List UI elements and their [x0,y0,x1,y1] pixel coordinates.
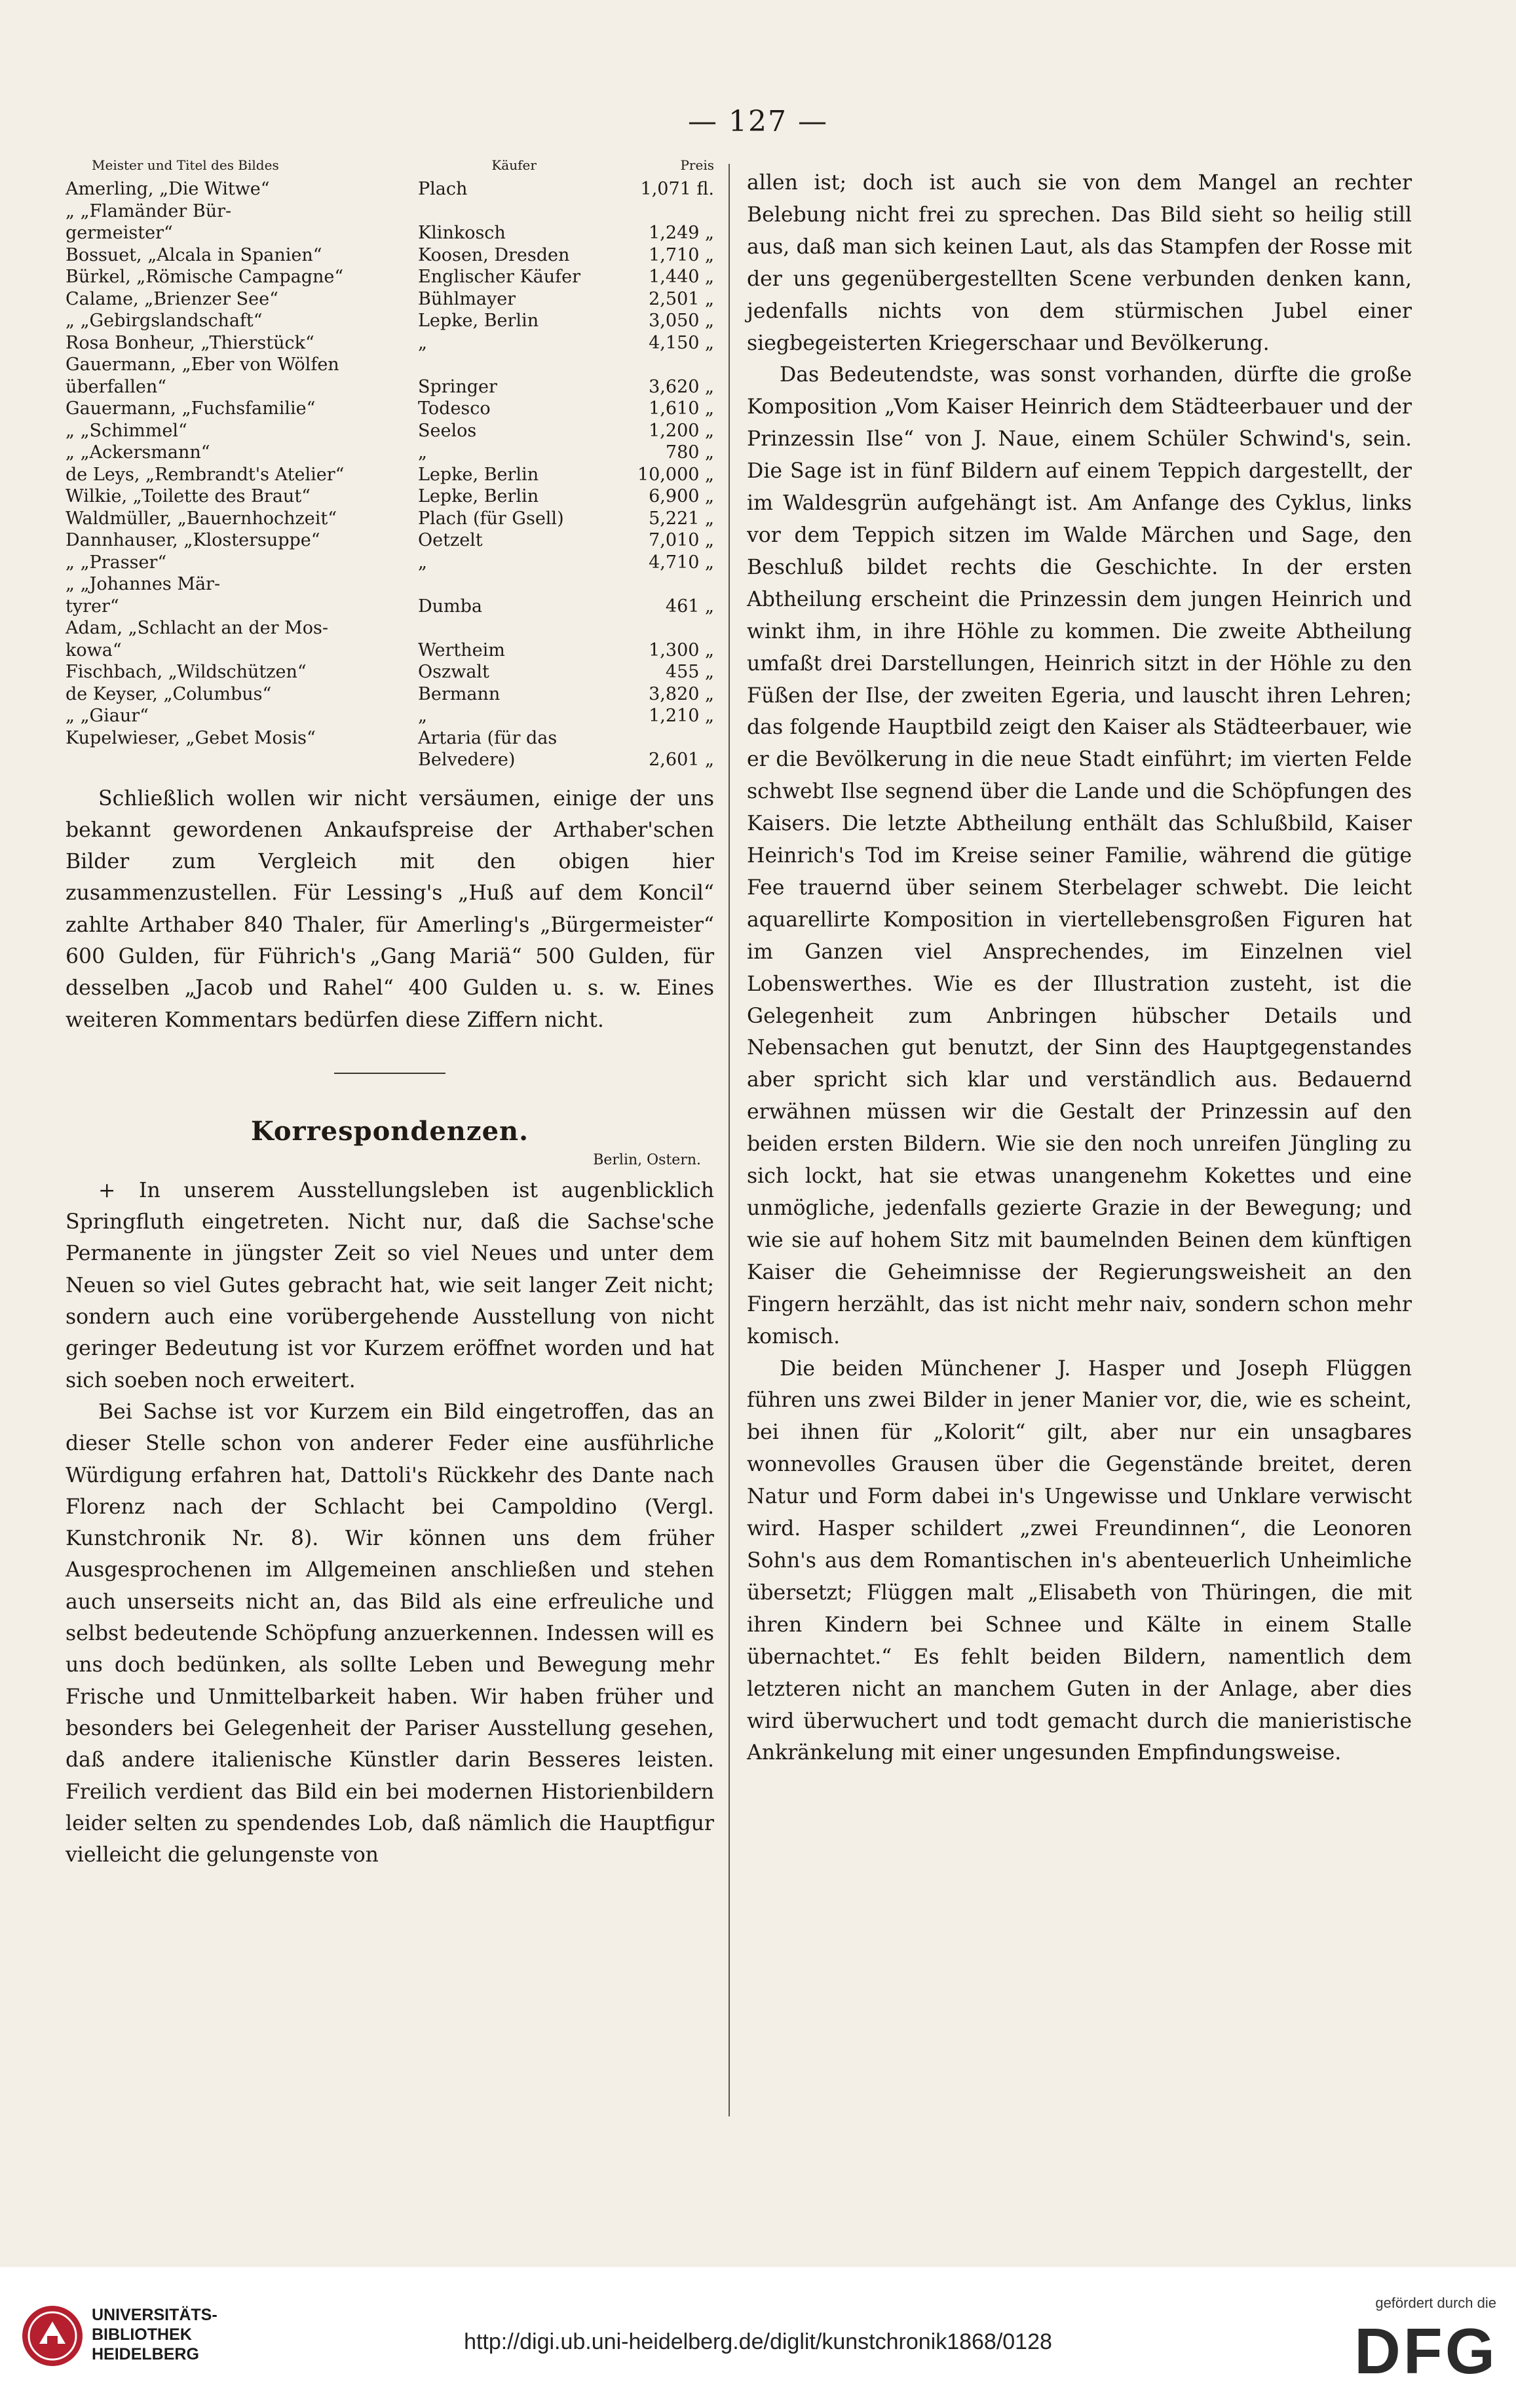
work-cell: „ „Flamänder Bür- [66,201,232,221]
work-cell: tyrer“ [66,596,119,617]
buyer-cell: Oszwalt [418,662,489,682]
price-cell: 1,300 „ [649,640,714,660]
work-cell: de Keyser, „Columbus“ [66,683,272,704]
table-row [66,442,714,464]
paragraph: Die beiden Münchener J. Hasper und Joseph Flüggen führen uns zwei Bilder in jener Manier vor, die, wie es scheint, bei ihnen für „Kolorit“ gilt, aber nur ein unsagbares wonnevolles Grausen über die Gegenstände breitet, deren Natur und Form dabei in's Ungewisse und Unklare verwischt wird. Hasper schildert „zwei Freundinnen“, die Leonoren Sohn's aus dem Romantischen in's abenteuerlich Unheimliche übersetzt; Flüggen malt „Elisabeth von Thüringen, die mit ihren Kindern bei Schnee und Kälte in einem Stalle übernachtet.“ Es fehlt beiden Bildern, namentlich dem letzteren nicht an manchem Guten in der Anlage, aber dies wird überwuchert und todt gemacht durch die manieristische Ankränkelung mit einer ungesunden Empfindungsweise. [747,1356,1412,1765]
buyer-cell: Englischer Käufer [418,267,581,287]
work-cell: Bossuet, „Alcala in Spanien“ [66,244,322,265]
left-text-block-2 [66,1175,714,1871]
work-cell: Waldmüller, „Bauernhochzeit“ [66,508,337,529]
price-cell: 7,010 „ [649,530,714,550]
work-cell: Fischbach, „Wildschützen“ [66,662,307,682]
work-cell: überfallen“ [66,376,167,397]
funded-by-label: gefördert durch die [1375,2295,1496,2311]
price-cell: 3,820 „ [649,683,714,704]
source-url-link[interactable]: http://digi.ub.uni-heidelberg.de/diglit/kunstchronik1868/0128 [464,2329,1052,2354]
work-cell: Bürkel, „Römische Campagne“ [66,267,344,287]
buyer-cell: Plach (für Gsell) [418,508,564,529]
work-cell: „ „Schimmel“ [66,420,187,441]
buyer-cell: Artaria (für das [418,727,558,748]
table-row [66,178,714,201]
price-cell: 4,150 „ [649,332,714,353]
buyer-cell: Wertheim [418,640,505,660]
buyer-cell: Todesco [418,398,491,419]
buyer-cell: „ [418,442,427,463]
buyer-cell: Klinkosch [418,223,506,243]
work-cell: Wilkie, „Toilette des Braut“ [66,486,311,506]
table-row [66,661,714,683]
buyer-cell: Plach [418,179,468,199]
price-cell: 1,710 „ [649,244,714,265]
work-cell: Dannhauser, „Klostersuppe“ [66,530,320,550]
table-row [66,727,714,750]
dfg-logo: DFG [1354,2315,1498,2387]
paragraph: allen ist; doch ist auch sie von dem Mangel an rechter Belebung nicht frei zu sprechen. Das Bild sieht so heilig still aus, daß man sich keinen Laut, als das Stampfen der Rosse mit der uns gegenübergestellten Scene verbunden denken kann, jedenfalls nichts von dem stürmischen Jubel einer siegbegeisterten Kriegerschaar und Bevölkerung. [747,171,1412,355]
table-row [66,310,714,332]
price-cell [616,617,714,640]
price-cell: 2,501 „ [649,288,714,309]
price-cell: 1,071 fl. [640,179,714,199]
work-cell: „ „Gebirgslandschaft“ [66,311,263,331]
work-cell: „ „Ackersmann“ [66,442,210,463]
left-column [66,157,714,1871]
price-cell: 1,200 „ [649,420,714,441]
table-row [66,398,714,420]
work-cell: Kupelwieser, „Gebet Mosis“ [66,727,316,748]
price-cell: 1,610 „ [649,398,714,419]
university-name-line: BIBLIOTHEK [92,2325,192,2344]
table-row [66,288,714,311]
price-cell: 5,221 „ [649,508,714,529]
buyer-cell: Seelos [418,420,477,441]
page-number: — 127 — [688,105,828,138]
buyer-cell: „ [418,332,427,353]
price-cell: 6,900 „ [649,486,714,506]
table-row [66,529,714,552]
price-cell: 3,050 „ [649,311,714,331]
paragraph: Das Bedeutendste, was sonst vorhanden, dürfte die große Komposition „Vom Kaiser Heinrich dem Städteerbauer und der Prinzessin Ilse“ von J. Naue, einem Schüler Schwind's, sein. Die Sage ist in fünf Bildern auf einem Teppich dargestellt, der im Waldesgrün aufgehängt ist. Am Anfange des Cyklus, links vor dem Teppich sitzen im Walde Märchen und Sage, den Beschluß bildet rechts die Geschichte. In der ersten Abtheilung erscheint die Prinzessin dem jungen Heinrich und winkt ihm, in ihre Höhle zu kommen. Die zweite Abtheilung umfaßt drei Darstellungen, Heinrich sitzt in der Höhle zu den Füßen der Ilse, der zweiten Egeria, und lauscht ihren Lehren; das folgende Hauptbild zeigt den Kaiser als Städteerbauer, wie er die Bevölkerung in die neue Stadt einführt; im vierten Felde schwebt Ilse segnend über die Lande und die Schöpfungen des Kaisers. Die letzte Abtheilung enthält das Schlußbild, Kaiser Heinrich's Tod im Kreise seiner Familie, während die gütige Fee trauernd über seinem Sterbelager schwebt. Die leicht aquarellirte Komposition in viertellebensgroßen Figuren hat im Ganzen viel Ansprechendes, im Einzelnen viel Lobenswerthes. Wie es der Illustration zusteht, ist die Gelegenheit zum Anbringen hübscher Details und Nebensachen gut benutzt, der Sinn des Hauptgegenstandes aber spricht sich klar und verständlich aus. Bedauernd erwähnen müssen wir die Gestalt der Prinzessin auf den beiden ersten Bildern. Wie sie den noch unreifen Jüngling zu sich lockt, hat sie etwas unangenehm Kokettes und eine unmögliche, jedenfalls gezierte Grazie in der Bewegung; und wie sie auf hohem Sitz mit baumelnden Beinen dem künftigen Kaiser die Geheimnisse der Regierungsweisheit an den Fingern herzählt, das ist nicht mehr naiv, sondern schon mehr komisch. [747,363,1412,1348]
work-cell: germeister“ [66,223,173,243]
table-row [66,617,714,640]
price-cell: 10,000 „ [637,464,714,485]
buyer-cell: Bühlmayer [418,288,516,309]
left-text-block-1 [66,783,714,1036]
buyer-cell: Oetzelt [418,530,483,550]
price-cell: 4,710 „ [649,552,714,573]
buyer-cell: Lepke, Berlin [418,486,539,506]
buyer-cell: Springer [418,376,497,397]
sales-table [66,178,714,771]
buyer-cell: Koosen, Dresden [418,244,570,265]
buyer-cell: Lepke, Berlin [418,464,539,485]
header-price: Preis [680,157,714,173]
footer-bar [0,2267,1516,2408]
right-text-block [747,167,1412,1769]
price-cell: 1,440 „ [649,267,714,287]
work-cell: Gauermann, „Eber von Wölfen [66,354,339,375]
paragraph: + In unserem Ausstellungsleben ist augenblicklich Springfluth eingetreten. Nicht nur, daß die Sachse'sche Permanente in jüngster Zeit so viel Neues und unter dem Neuen so viel Gutes gebracht hat, wie seit langer Zeit nicht; sondern auch eine vorübergehende Ausstellung von nicht geringer Bedeutung ist vor Kurzem eröffnet worden und hat sich soeben noch erweitert. [66,1178,714,1392]
buyer-cell: Lepke, Berlin [418,311,539,331]
work-cell [66,749,393,771]
price-cell: 3,620 „ [649,376,714,397]
work-cell: de Leys, „Rembrandt's Atelier“ [66,464,345,485]
university-name-line: UNIVERSITÄTS- [92,2306,218,2324]
price-cell: 455 „ [665,662,714,682]
work-cell: Calame, „Brienzer See“ [66,288,278,309]
price-cell: 461 „ [665,596,714,617]
buyer-cell [393,573,616,596]
work-cell: kowa“ [66,640,122,660]
table-row [66,573,714,596]
work-cell: Gauermann, „Fuchsfamilie“ [66,398,316,419]
table-row [66,552,714,574]
table-row [66,640,714,662]
work-cell: „ „Johannes Mär- [66,574,221,594]
price-cell [616,354,714,376]
buyer-cell: „ [418,706,427,726]
price-cell: 780 „ [665,442,714,463]
table-row [66,354,714,376]
work-cell: Amerling, „Die Witwe“ [66,179,270,199]
work-cell: Rosa Bonheur, „Thierstück“ [66,332,314,353]
table-row [66,376,714,398]
section-title: Korrespondenzen. [250,1115,529,1147]
table-row [66,683,714,706]
work-cell: Adam, „Schlacht an der Mos- [66,618,329,638]
section-separator [334,1073,445,1074]
header-buyer: Käufer [491,157,537,173]
table-row [66,486,714,508]
buyer-cell: „ [418,552,427,573]
paragraph: Bei Sachse ist vor Kurzem ein Bild eingetroffen, das an dieser Stelle schon von anderer Feder eine ausführliche Würdigung erfahren hat, Dattoli's Rückkehr des Dante nach Florenz nach der Schlacht bei Campoldino (Vergl. Kunstchronik Nr. 8). Wir können uns dem früher Ausgesprochenen im Allgemeinen anschließen und stehen auch unserseits nicht an, das Bild als eine erfreuliche und selbst bedeutende Schöpfung anzuerkennen. Indessen will es uns doch bedünken, als sollte Leben und Bewegung mehr Frische und Unmittelbarkeit haben. Wir haben früher und besonders bei Gelegenheit der Pariser Ausstellung gesehen, daß andere italienische Künstler darin Besseres leisten. Freilich verdient das Bild ein bei modernen Historienbildern leider selten zu spendendes Lob, daß nämlich die Hauptfigur vielleicht die gelungenste von [66,1400,714,1867]
buyer-cell: Belvedere) [418,750,516,770]
buyer-cell [393,201,616,223]
price-cell: 1,210 „ [649,706,714,726]
sales-table-header [66,157,714,173]
table-row [66,420,714,442]
price-cell [616,201,714,223]
table-row [66,749,714,771]
right-column [747,167,1412,1769]
table-row [66,244,714,267]
price-cell: 1,249 „ [649,223,714,243]
price-cell [616,727,714,750]
paragraph: Schließlich wollen wir nicht versäumen, einige der uns bekannt gewordenen Ankaufspreise der Arthaber'schen Bilder zum Vergleich mit den obigen hier zusammenzustellen. Für Lessing's „Huß auf dem Koncil“ zahlte Arthaber 840 Thaler, für Amerling's „Bürgermeister“ 600 Gulden, für Führich's „Gang Mariä“ 500 Gulden, für desselben „Jacob und Rahel“ 400 Gulden u. s. w. Eines weiteren Kommentars bedürfen diese Ziffern nicht. [66,786,714,1032]
price-cell [616,573,714,596]
header-work: Meister und Titel des Bildes [92,157,279,173]
table-row [66,332,714,354]
buyer-cell: Bermann [418,683,501,704]
university-name-line: HEIDELBERG [92,2345,199,2363]
buyer-cell [393,354,616,376]
work-cell: „ „Prasser“ [66,552,167,573]
table-row [66,222,714,244]
dateline: Berlin, Ostern. [593,1151,701,1168]
table-row [66,266,714,288]
column-divider [729,164,730,2116]
table-row [66,508,714,530]
buyer-cell [393,617,616,640]
price-cell: 2,601 „ [649,750,714,770]
work-cell: „ „Giaur“ [66,706,149,726]
buyer-cell: Dumba [418,596,483,617]
table-row [66,201,714,223]
table-row [66,705,714,727]
table-row [66,596,714,618]
table-row [66,464,714,486]
